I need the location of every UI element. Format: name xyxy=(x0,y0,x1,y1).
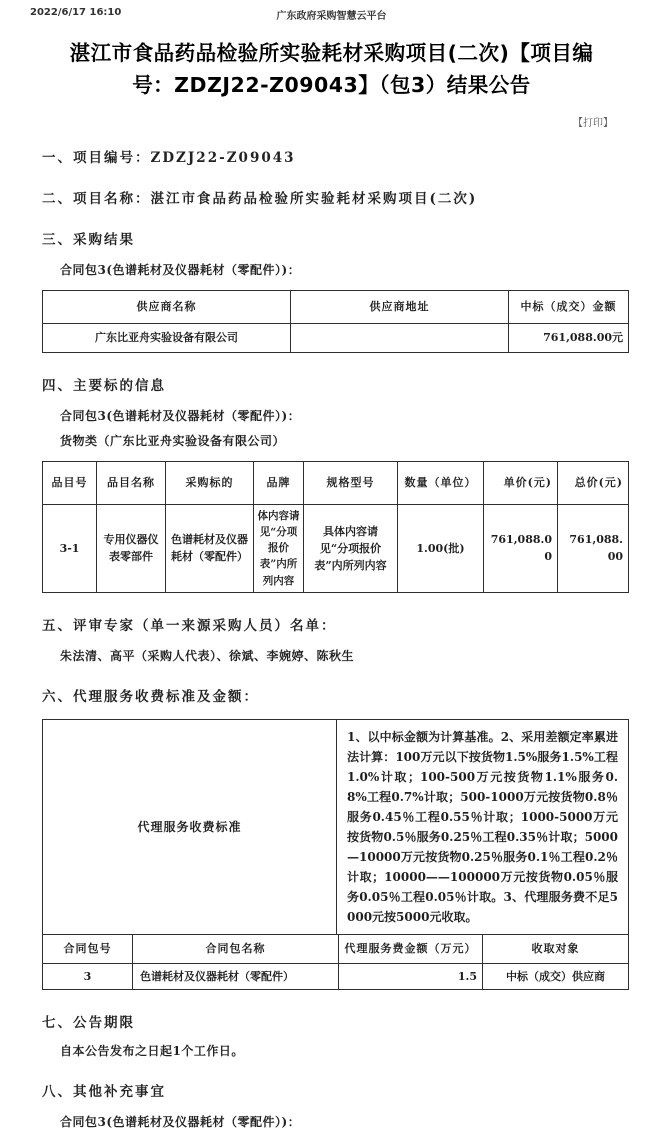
package-line-subject: 合同包3(色谱耗材及仪器耗材（零配件）)： xyxy=(60,408,301,423)
col-brand: 品牌 xyxy=(254,461,304,504)
fee-standard-label: 代理服务收费标准 xyxy=(43,719,337,934)
col-fee-payer: 收取对象 xyxy=(483,934,629,963)
table-row xyxy=(43,719,629,934)
table-header-row xyxy=(43,934,629,963)
col-total-price: 总价(元) xyxy=(558,461,629,504)
top-bar xyxy=(0,0,663,21)
fee-amount-table xyxy=(42,934,629,990)
package-line-other: 合同包3(色谱耗材及仪器耗材（零配件）)： xyxy=(60,1114,301,1129)
col-package-name: 合同包名称 xyxy=(133,934,339,963)
col-spec-model: 规格型号 xyxy=(304,461,398,504)
timestamp: 2022/6/17 16:10 xyxy=(30,7,122,18)
fee-amount: 1.5 xyxy=(339,963,483,989)
platform-name: 广东政府采购智慧云平台 xyxy=(276,11,387,22)
spec-model: 具体内容请见“分项报价表”内所列内容 xyxy=(304,504,398,592)
supplier-address xyxy=(291,323,509,352)
fee-payer: 中标（成交）供应商 xyxy=(483,963,629,989)
item-name: 专用仪器仪表零部件 xyxy=(97,504,166,592)
procurement-subject: 色谱耗材及仪器耗材（零配件） xyxy=(166,504,254,592)
package-no: 3 xyxy=(43,963,133,989)
col-supplier-name: 供应商名称 xyxy=(43,290,291,323)
package-name: 色谱耗材及仪器耗材（零配件） xyxy=(133,963,339,989)
section-heading-project-number: 一、项目编号：ZDZJ22-Z09043 xyxy=(42,149,296,166)
col-supplier-address: 供应商地址 xyxy=(291,290,509,323)
print-row xyxy=(0,111,663,129)
col-item-no: 品目号 xyxy=(43,461,97,504)
table-header-row xyxy=(43,461,629,504)
section-heading-procurement-result: 三、采购结果 xyxy=(42,231,135,248)
supplier-result-table xyxy=(42,290,629,353)
unit-price: 761,088.00 xyxy=(484,504,558,592)
quantity: 1.00(批) xyxy=(398,504,484,592)
items-table xyxy=(42,461,629,593)
category-line: 货物类（广东比亚舟实验设备有限公司） xyxy=(60,433,286,448)
announcement-period-text: 自本公告发布之日起1个工作日。 xyxy=(60,1043,244,1058)
total-price: 761,088.00 xyxy=(558,504,629,592)
col-unit-price: 单价(元) xyxy=(484,461,558,504)
table-row xyxy=(43,323,629,352)
col-award-amount: 中标（成交）金额 xyxy=(509,290,629,323)
item-no: 3-1 xyxy=(43,504,97,592)
package-line-result: 合同包3(色谱耗材及仪器耗材（零配件）)： xyxy=(60,262,301,277)
col-item-name: 品目名称 xyxy=(97,461,166,504)
col-package-no: 合同包号 xyxy=(43,934,133,963)
page-title: 湛江市食品药品检验所实验耗材采购项目(二次)【项目编号：ZDZJ22-Z09043】（包3）结果公告 xyxy=(69,41,594,97)
table-header-row xyxy=(43,290,629,323)
section-heading-announcement-period: 七、公告期限 xyxy=(42,1014,135,1031)
section-heading-main-subject-info: 四、主要标的信息 xyxy=(42,377,166,394)
col-quantity: 数量（单位） xyxy=(398,461,484,504)
brand: 体内容请见“分项报价表”内所列内容 xyxy=(254,504,304,592)
section-heading-experts: 五、评审专家（单一来源采购人员）名单： xyxy=(42,617,337,634)
experts-list: 朱法清、高平（采购人代表）、徐斌、李婉婷、陈秋生 xyxy=(60,648,355,663)
table-row xyxy=(43,963,629,989)
col-procurement-subject: 采购标的 xyxy=(166,461,254,504)
section-heading-project-name: 二、项目名称：湛江市食品药品检验所实验耗材采购项目(二次) xyxy=(42,190,478,207)
section-heading-agency-fee: 六、代理服务收费标准及金额： xyxy=(42,688,259,705)
award-amount: 761,088.00元 xyxy=(509,323,629,352)
print-button[interactable]: 【打印】 xyxy=(573,117,613,129)
fee-standard-table xyxy=(42,719,629,935)
supplier-name: 广东比亚舟实验设备有限公司 xyxy=(43,323,291,352)
table-row xyxy=(43,504,629,592)
section-heading-other-matters: 八、其他补充事宜 xyxy=(42,1083,166,1100)
col-fee-amount: 代理服务费金额（万元） xyxy=(339,934,483,963)
fee-standard-text: 1、以中标金额为计算基准。2、采用差额定率累进法计算：100万元以下按货物1.5%服务1.5%工程1.0%计取；100-500万元按货物1.1%服务0.8%工程0.7%计取；500-1000万元按货物0.8％服务0.45％工程0.55％计取；1000-5000万元按货物0.5％服务0.25％工程0.35％计取；5000—10000万元按货物0.25％服务0.1％工程0.2％计取；10000——100000万元按货物0.05％服务0.05％工程0.05％计取。3、代理服务费不足5000元按5000元收取。 xyxy=(337,719,629,934)
